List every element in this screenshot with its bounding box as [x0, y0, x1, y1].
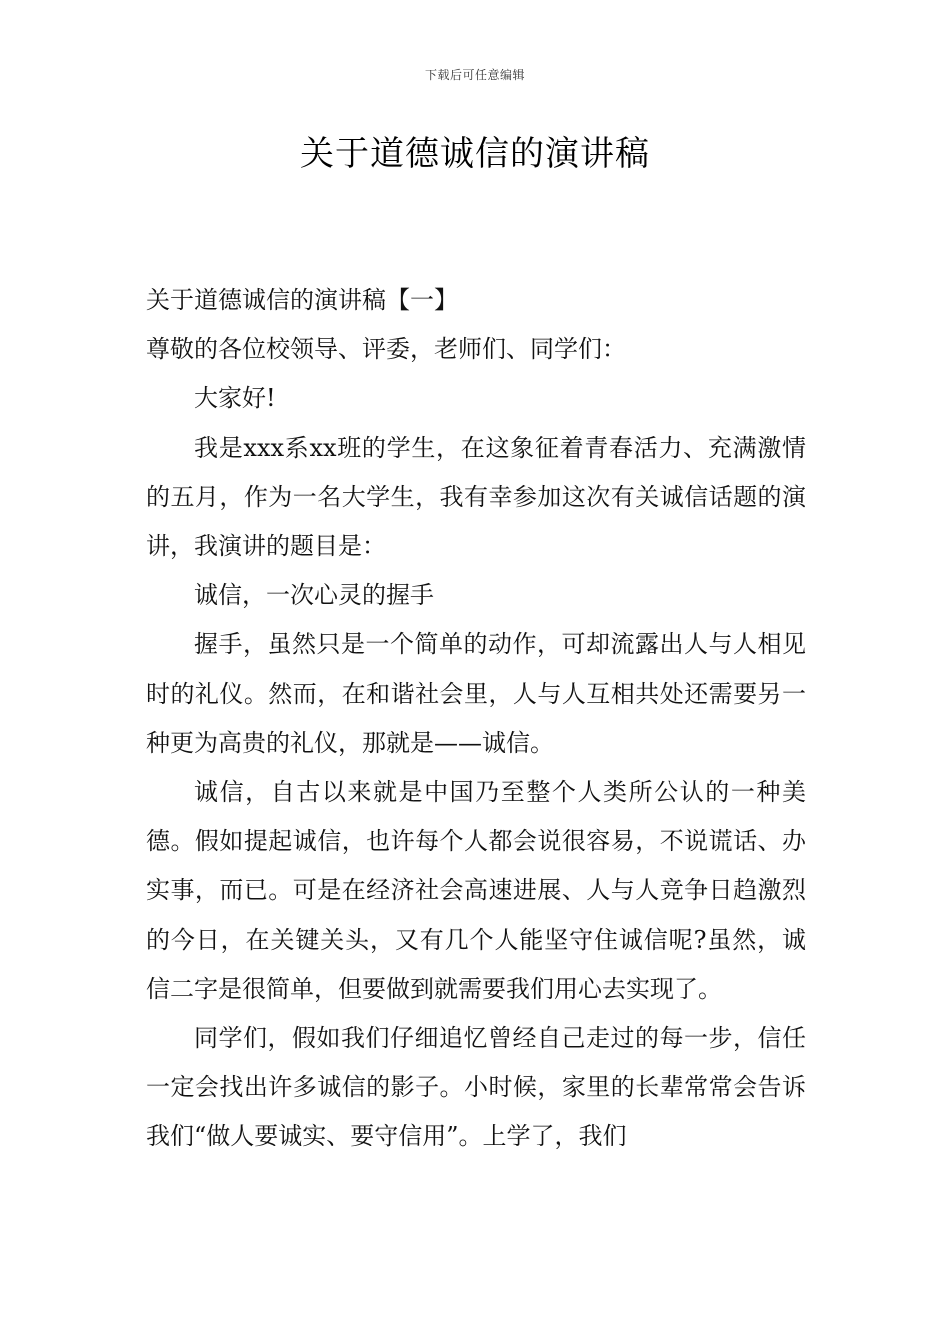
section-heading: 关于道德诚信的演讲稿【一】	[146, 286, 458, 314]
paragraph-virtue: 诚信，自古以来就是中国乃至整个人类所公认的一种美德。假如提起诚信，也许每个人都会说很容易，不说谎话、办实事，而已。可是在经济社会高速进展、人与人竞争日趋激烈的今日，在关键关头，又有几个人能坚守住诚信呢?虽然，诚信二字是很简单，但要做到就需要我们用心去实现了。	[146, 778, 806, 1003]
paragraph-introduction: 我是xxx系xx班的学生，在这象征着青春活力、充满激情的五月，作为一名大学生，我有幸参加这次有关诚信话题的演讲，我演讲的题目是：	[146, 433, 806, 561]
speech-topic: 诚信，一次心灵的握手	[194, 581, 434, 610]
paragraph-memories: 同学们，假如我们仔细追忆曾经自己走过的每一步，信任一定会找出许多诚信的影子。小时候，家里的长辈常常会告诉我们“做人要诚实、要守信用”。上学了，我们	[146, 1024, 806, 1151]
document-title: 关于道德诚信的演讲稿	[300, 134, 650, 174]
document-body	[146, 276, 806, 1162]
header-note: 下载后可任意编辑	[424, 68, 525, 82]
salutation: 尊敬的各位校领导、评委，老师们、同学们：	[146, 335, 626, 364]
paragraph-handshake: 握手，虽然只是一个简单的动作，可却流露出人与人相见时的礼仪。然而，在和谐社会里，人与人互相共处还需要另一种更为高贵的礼仪，那就是——诚信。	[146, 630, 806, 757]
paragraph-greeting: 大家好!	[194, 384, 276, 413]
